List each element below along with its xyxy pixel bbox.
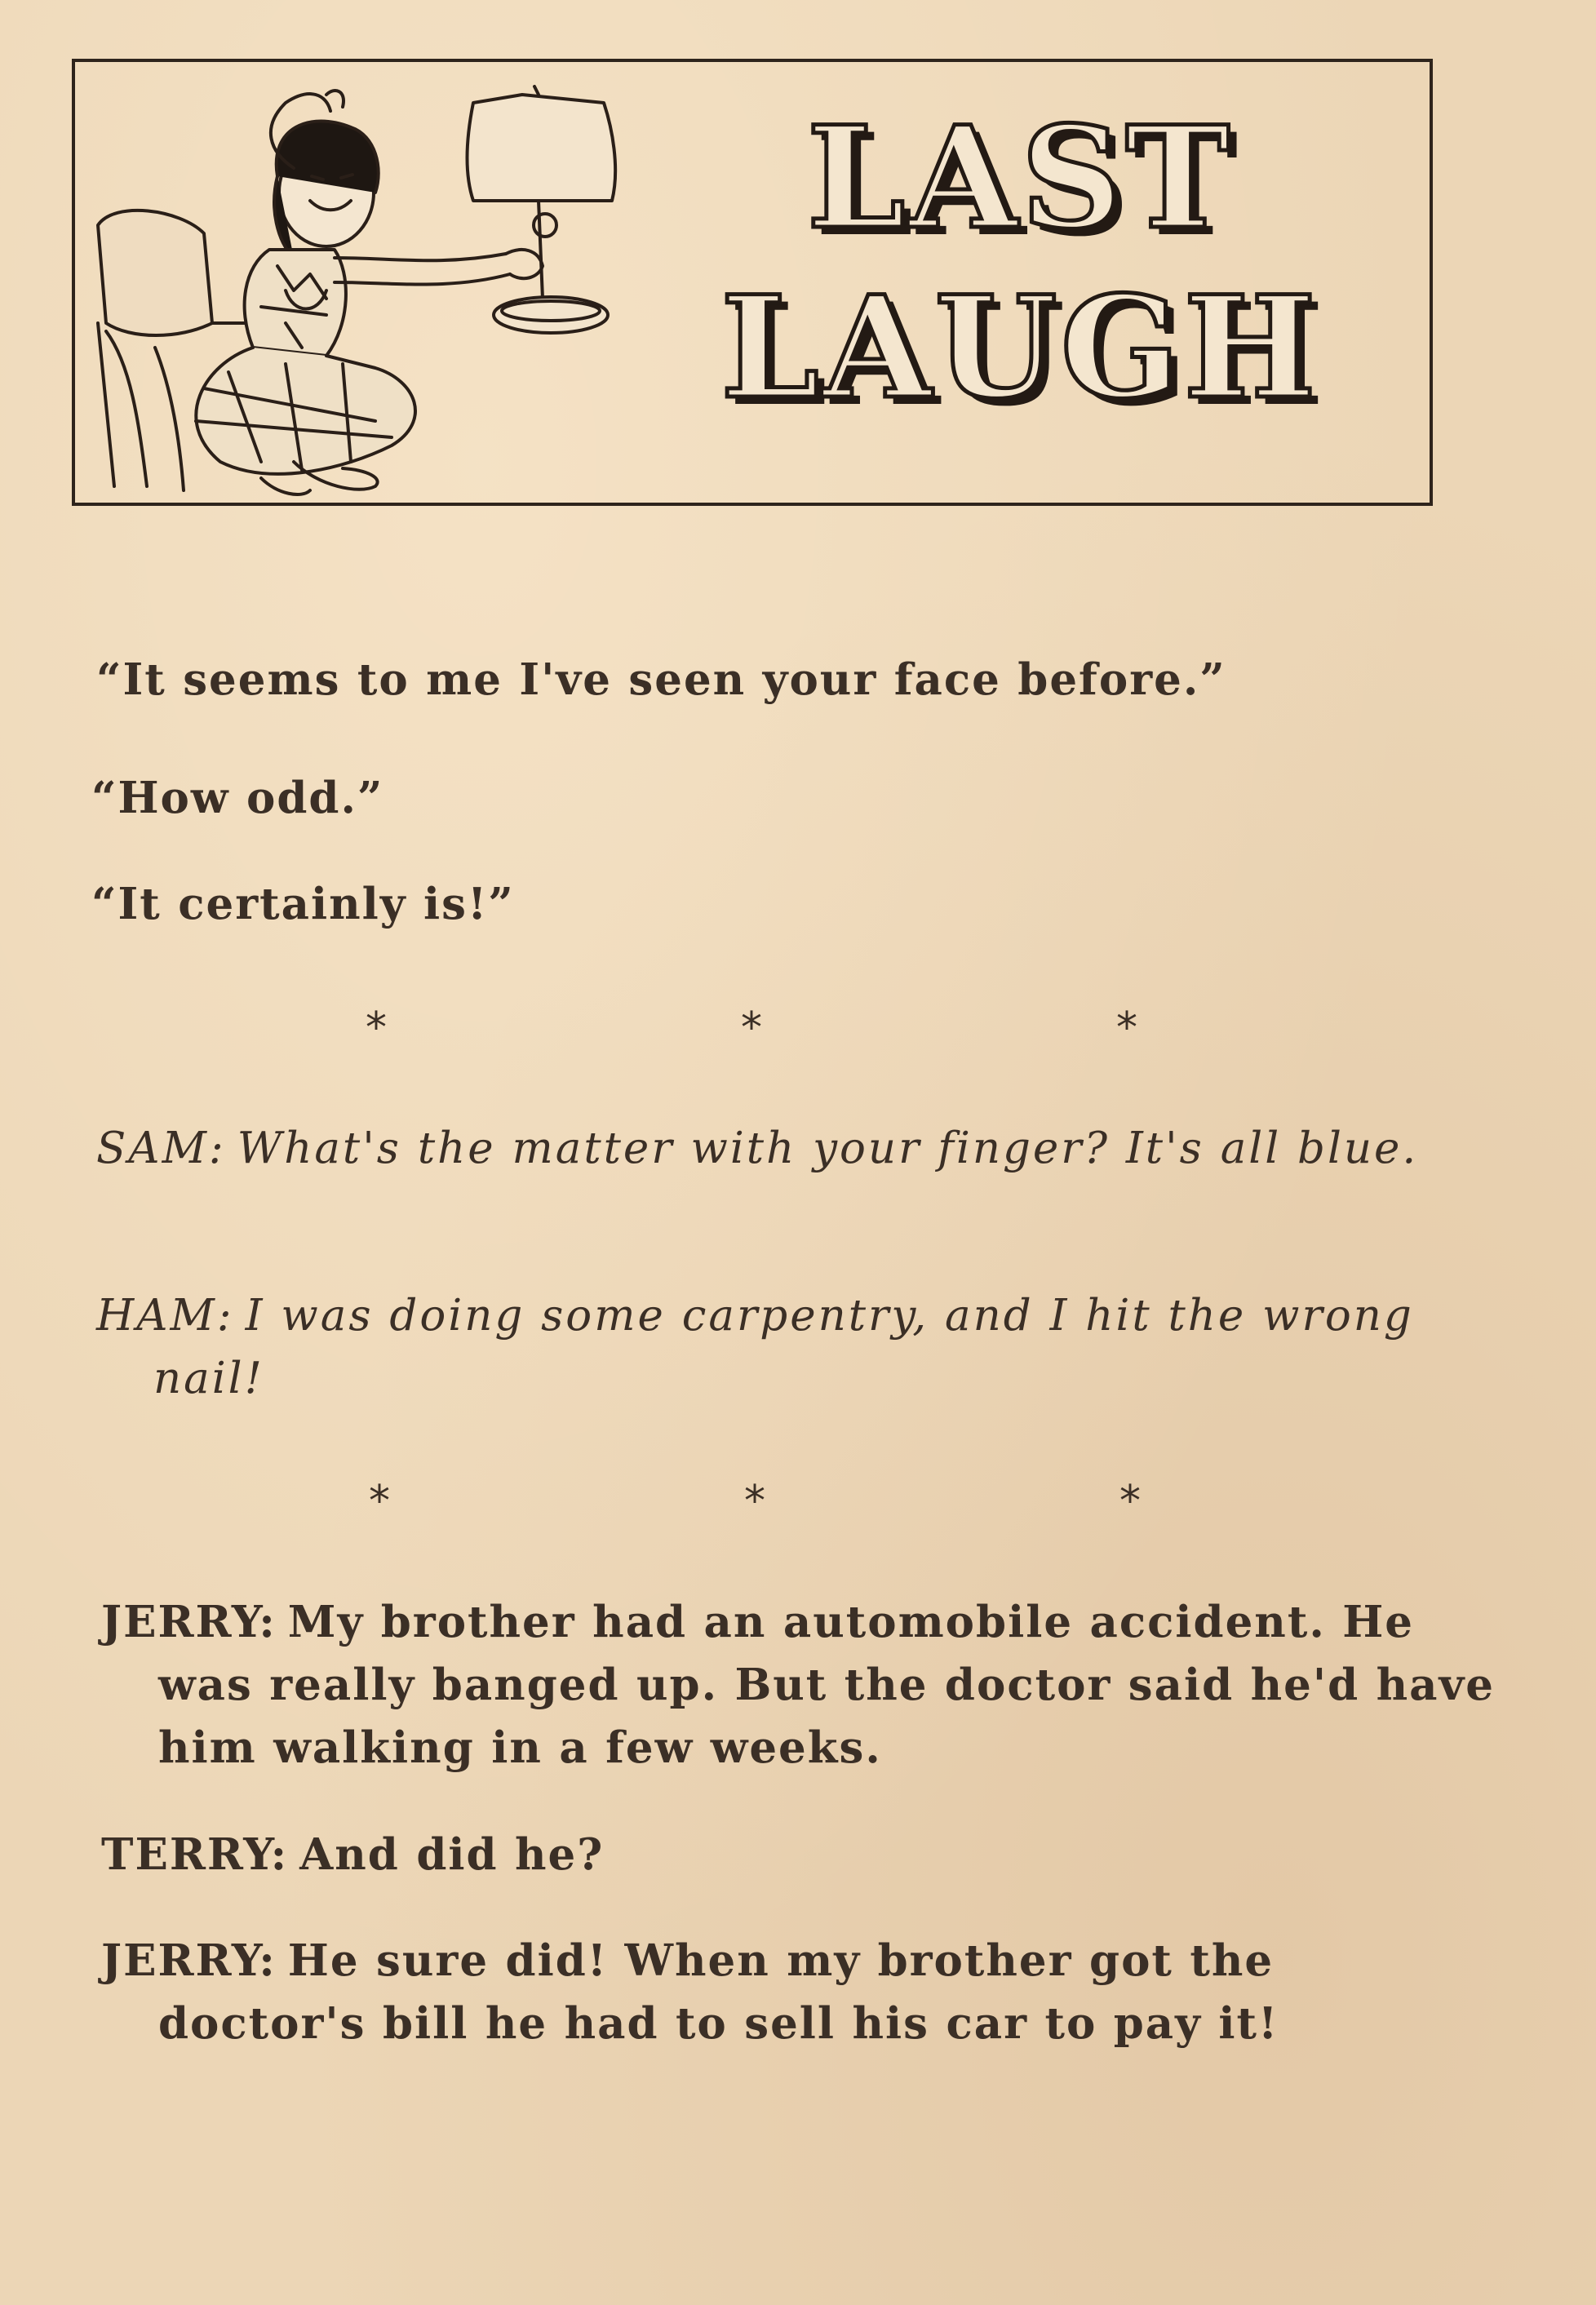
asterisk-icon: *	[369, 1477, 390, 1526]
dialogue-text: He sure did! When my brother got the doctor's bill he had to sell his car to pay it!	[158, 1935, 1279, 2049]
separator-2	[326, 1477, 1306, 1526]
asterisk-icon: *	[1116, 1004, 1137, 1053]
page-title	[669, 96, 1371, 447]
speaker-label: TERRY:	[101, 1829, 289, 1880]
joke1-line2: “How odd.”	[91, 773, 384, 823]
speaker-label: SAM:	[96, 1124, 226, 1173]
dialogue-text: My brother had an automobile accident. He was really banged up. But the doctor said he'd have him walking in a few weeks.	[158, 1597, 1496, 1773]
speaker-label: HAM:	[96, 1291, 234, 1341]
joke2-ham-line	[96, 1285, 1492, 1411]
joke3-terry-line	[101, 1824, 1496, 1886]
asterisk-icon: *	[1119, 1477, 1141, 1526]
asterisk-icon: *	[741, 1004, 762, 1053]
asterisk-icon: *	[366, 1004, 387, 1053]
speaker-label: JERRY:	[101, 1597, 277, 1647]
title-line-last: LAST	[806, 95, 1234, 260]
joke2-sam-line	[96, 1118, 1492, 1181]
dialogue-text: What's the matter with your finger? It's all blue.	[237, 1124, 1419, 1173]
joke3-jerry-line1	[101, 1591, 1496, 1780]
separator-1	[326, 1004, 1306, 1053]
woman-on-bed-with-lamp-illustration	[82, 78, 653, 552]
speaker-label: JERRY:	[101, 1935, 277, 1986]
joke3-jerry-line2	[101, 1930, 1496, 2055]
dialogue-text: And did he?	[299, 1829, 605, 1880]
joke1-line1: “It seems to me I've seen your face before.”	[96, 654, 1226, 705]
dialogue-text: I was doing some carpentry, and I hit the wrong nail!	[153, 1291, 1414, 1403]
title-line-laugh: LAUGH	[720, 264, 1319, 430]
joke1-line3: “It certainly is!”	[91, 879, 515, 929]
asterisk-icon: *	[744, 1477, 765, 1526]
